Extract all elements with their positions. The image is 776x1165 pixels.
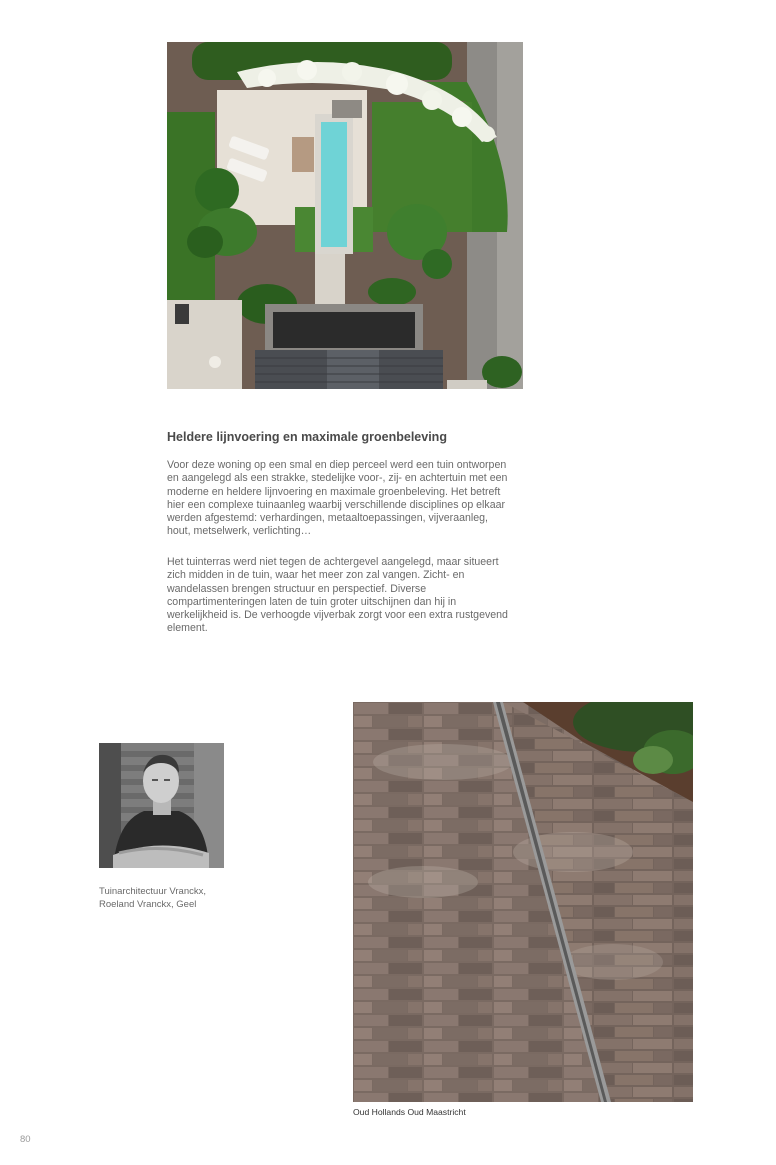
- portrait-photo: [99, 743, 224, 868]
- article-paragraph-2: Het tuinterras werd niet tegen de achtergevel aangelegd, maar situeert zich midden in de tuin, waar het meer zon zal vangen. Zicht- en wandelassen brengen structuur en perspectief. Diverse compartimenteringen laten de tuin groter uitschijnen dan hij in werkelijkheid is. De verhoogde vijverbak zorgt voor een extra rustgevend element.: [167, 556, 508, 635]
- portrait-caption-line-1: Tuinarchitectuur Vranckx,: [99, 886, 207, 897]
- aerial-garden-photo: [167, 42, 523, 389]
- article-title: Heldere lijnvoering en maximale groenbeleving: [167, 430, 447, 444]
- page-number: 80: [20, 1134, 31, 1145]
- paving-photo: [353, 702, 693, 1102]
- portrait-caption-line-2: Roeland Vranckx, Geel: [99, 898, 197, 910]
- article-paragraph-1: Voor deze woning op een smal en diep perceel werd een tuin ontworpen en aangelegd als een strakke, stedelijke voor-, zij- en achtertuin met een moderne en heldere lijnvoering en maximale groenbeleving. Het betreft hier een complexe tuinaanleg waarbij verschillende disciplines op elkaar werden afgestemd: verhardingen, metaaltoepassingen, vijveraanleg, hout, metselwerk, verlichting…: [167, 459, 508, 538]
- portrait-caption: [99, 886, 259, 911]
- paving-caption: Oud Hollands Oud Maastricht: [353, 1107, 466, 1117]
